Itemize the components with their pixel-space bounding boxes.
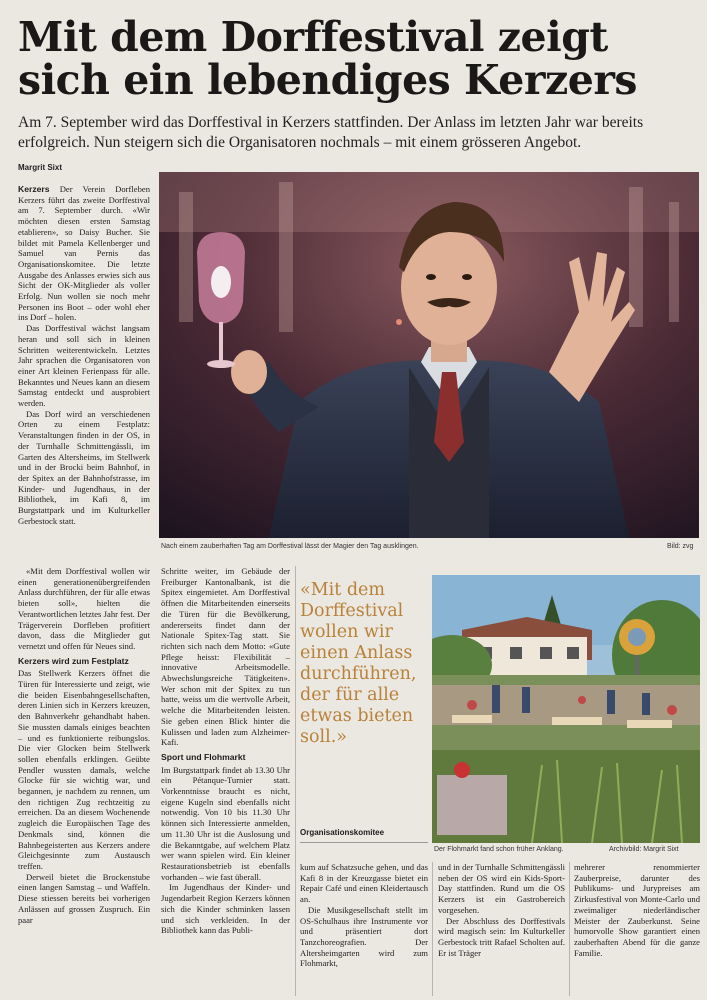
paragraph: Der Abschluss des Dorffestivals wird magisch sein: Im Kulturkeller Gerbestock tritt Rafael Scholten auf. Er ist Träger bbox=[438, 915, 565, 958]
paragraph: Schritte weiter, im Gebäude der Freiburger Kantonalbank, ist die Spitex eingemietet. Am Dorffestival öffnen die Mitarbeitenden einerseits die Türen für die Bevölkerung, andererseits findet dann der Nationale Spitex-Tag statt. Sie richten sich nach dem Motto: «Gute Pflege heisst: Flexibilität – innovative Arbeitsmodelle. Abwechslungsreiche Tätigkeiten». Wer schon mit der Spitex zu tun hatte, weiss um die wertvolle Arbeit, welche die Mitarbeitenden leisten. Sie geben einen Blick hinter die Kulissen und laden zum Alzheimer-Kafi. bbox=[161, 566, 290, 748]
flea-market-illustration bbox=[432, 575, 700, 843]
magician-photo bbox=[159, 172, 699, 538]
column-2 bbox=[161, 566, 290, 936]
paragraph-text: Der Verein Dorfleben Kerzers führt das zweite Dorffestival am 7. September durch. «Wir möchten diesen ersten Samstag etablieren», so Daisy Bucher. Sie bildet mit Pamela Kellenberger und Samuel van Pernis das Organisationskomitee. Die letzte Ausgabe des Anlasses erwies sich aus Sicht der OK-Mitglieder als voller Erfolg. Nun wollen sie noch mehr Personen ins Boot – oder wohl eher ins Dorf – holen. bbox=[18, 184, 150, 323]
subheading: Kerzers wird zum Festplatz bbox=[18, 655, 129, 666]
second-photo-credit: Archivbild: Margrit Sixt bbox=[609, 846, 679, 853]
flea-market-photo bbox=[432, 575, 700, 843]
main-photo-caption: Nach einem zauberhaften Tag am Dorffestival lässt der Magier den Tag ausklingen. bbox=[161, 543, 419, 550]
pull-quote: «Mit dem Dorffestival wollen wir einen Anlass durchführen, der für alle etwas bieten soll.» bbox=[300, 580, 417, 747]
paragraph: Im Burgstattpark findet ab 13.30 Uhr ein Pétanque-Turnier statt. Vorkenntnisse braucht es nicht, eigene Kugeln sind ebenfalls nicht notwendig. Von 10 bis 11.30 Uhr können sich Interessierte anmelden, um 11.30 Uhr ist die Auslosung und die Bekanntgabe, auf welchem Platz wer wann spielen wird. Ein kleiner Restaurationsbetrieb ist ebenfalls vorhanden – wie fast überall. bbox=[161, 764, 290, 882]
dateline: Kerzers bbox=[18, 184, 50, 194]
paragraph: Im Jugendhaus der Kinder- und Jugendarbeit Region Kerzers können sich die Kinder schminken lassen und sich verkleiden. In der Bibliothek kann das Publi- bbox=[161, 882, 290, 936]
pull-quote-rule bbox=[300, 842, 428, 843]
column-1-lower bbox=[18, 566, 150, 925]
subheading: Sport und Flohmarkt bbox=[161, 751, 246, 762]
paragraph: Die Musikgesellschaft stellt im OS-Schulhaus ihre Instrumente vor und präsentiert dort Tanzchoreografien. Der Altersheimgarten wird zum Flohmarkt, bbox=[300, 904, 428, 969]
column-divider bbox=[432, 862, 433, 996]
paragraph: mehrerer renommierter Zauberpreise, darunter des Publikums- und Jurypreises am Zirkusfestival von Monte-Carlo und zweimaliger niederländischer Meister der Zauberkunst. Seine humorvolle Show garantiert einen zauberhaften Abend für die ganze Familie. bbox=[574, 862, 700, 958]
column-3 bbox=[300, 862, 428, 969]
paragraph: Das Dorffestival wächst langsam heran und soll sich in kleinen Schritten weiterentwickeln. Letztes Jahr sprachen die Organisatoren von einer Art kleinen Ferienpass für alle. Bekanntes und Neues kann an diesem Samstag entdeckt und ausprobiert werden. bbox=[18, 323, 150, 409]
main-photo-credit: Bild: zvg bbox=[667, 543, 694, 550]
paragraph: Derweil bietet die Brockenstube einen langen Samstag – und Waffeln. Diese stiessen bereits bei vorherigen Anlässen auf grossen Zuspruch. Ein paar bbox=[18, 871, 150, 925]
lead-paragraph: Am 7. September wird das Dorffestival in Kerzers stattfinden. Der Anlass im letzten Jahr war bereits erfolgreich. Nun steigern sich die Organisatoren nochmals – mit einem grösseren Angebot. bbox=[18, 114, 644, 151]
pull-quote-source: Organisationskomitee bbox=[300, 828, 385, 837]
column-1 bbox=[18, 184, 150, 527]
author-byline: Margrit Sixt bbox=[18, 163, 63, 172]
column-divider bbox=[295, 566, 296, 996]
magician-illustration bbox=[159, 172, 699, 538]
paragraph: und in der Turnhalle Schmittengässli neben der OS wird ein Kids-Sport-Day stattfinden. Rund um die OS Kerzers ist ein Gastrobereich vorgesehen. bbox=[438, 862, 565, 915]
headline: Mit dem Dorffestival zeigt sich ein lebendiges Kerzers bbox=[18, 13, 637, 104]
paragraph: Das Dorf wird an verschiedenen Orten zu einem Festplatz: Veranstaltungen finden in der OS, in der Turnhalle Schmittengässli, im Garten des Altersheims, im Stellwerk und in der Brocki beim Bahnhof, in der Spitex an der Bahnhofstrasse, im Kinder- und Jugendhaus, in der Bibliothek, im Kafi 8, im Burgstattpark und im Kulturkeller Gerbestock statt. bbox=[18, 408, 150, 526]
paragraph: Das Stellwerk Kerzers öffnet die Türen für Interessierte und zeigt, wie die beiden Eisenbahngesellschaften, deren Linien sich in Kerzers kreuzen, den Bahnverkehr gehandhabt haben. Sie mussten damals einiges beachten – und es funktionierte reibungslos. Die vier Glocken beim Stellwerk sollen ebenfalls erklingen. Geübte Pendler wussten damals, welche Glocke für sie wichtig war, und begannen, je nachdem zu rennen, um den richtigen Zug rechtzeitig zu erreichen. Da an diesem Wochenende zugleich die Europäischen Tage des Denkmals sind, können die Bahnbegeisterten aus Kerzers andere Gleichgesinnte zum Austausch treffen. bbox=[18, 668, 150, 871]
column-4 bbox=[438, 862, 565, 958]
column-divider bbox=[569, 862, 570, 996]
column-5 bbox=[574, 862, 700, 958]
paragraph bbox=[18, 184, 150, 323]
paragraph: «Mit dem Dorffestival wollen wir einen generationenübergreifenden Anlass durchführen, der für alle etwas bieten soll», hielten die Verantwortlichen letztes Jahr fest. Der Trägerverein Dorfleben profitiert davon, dass die Mitglieder gut vernetzt und offen für Neues sind. bbox=[18, 566, 150, 651]
second-photo-caption: Der Flohmarkt fand schon früher Anklang. bbox=[434, 846, 564, 853]
paragraph: kum auf Schatzsuche gehen, und das Kafi 8 in der Kreuzgasse bietet ein Repair Café und einen Kleidertausch an. bbox=[300, 862, 428, 905]
